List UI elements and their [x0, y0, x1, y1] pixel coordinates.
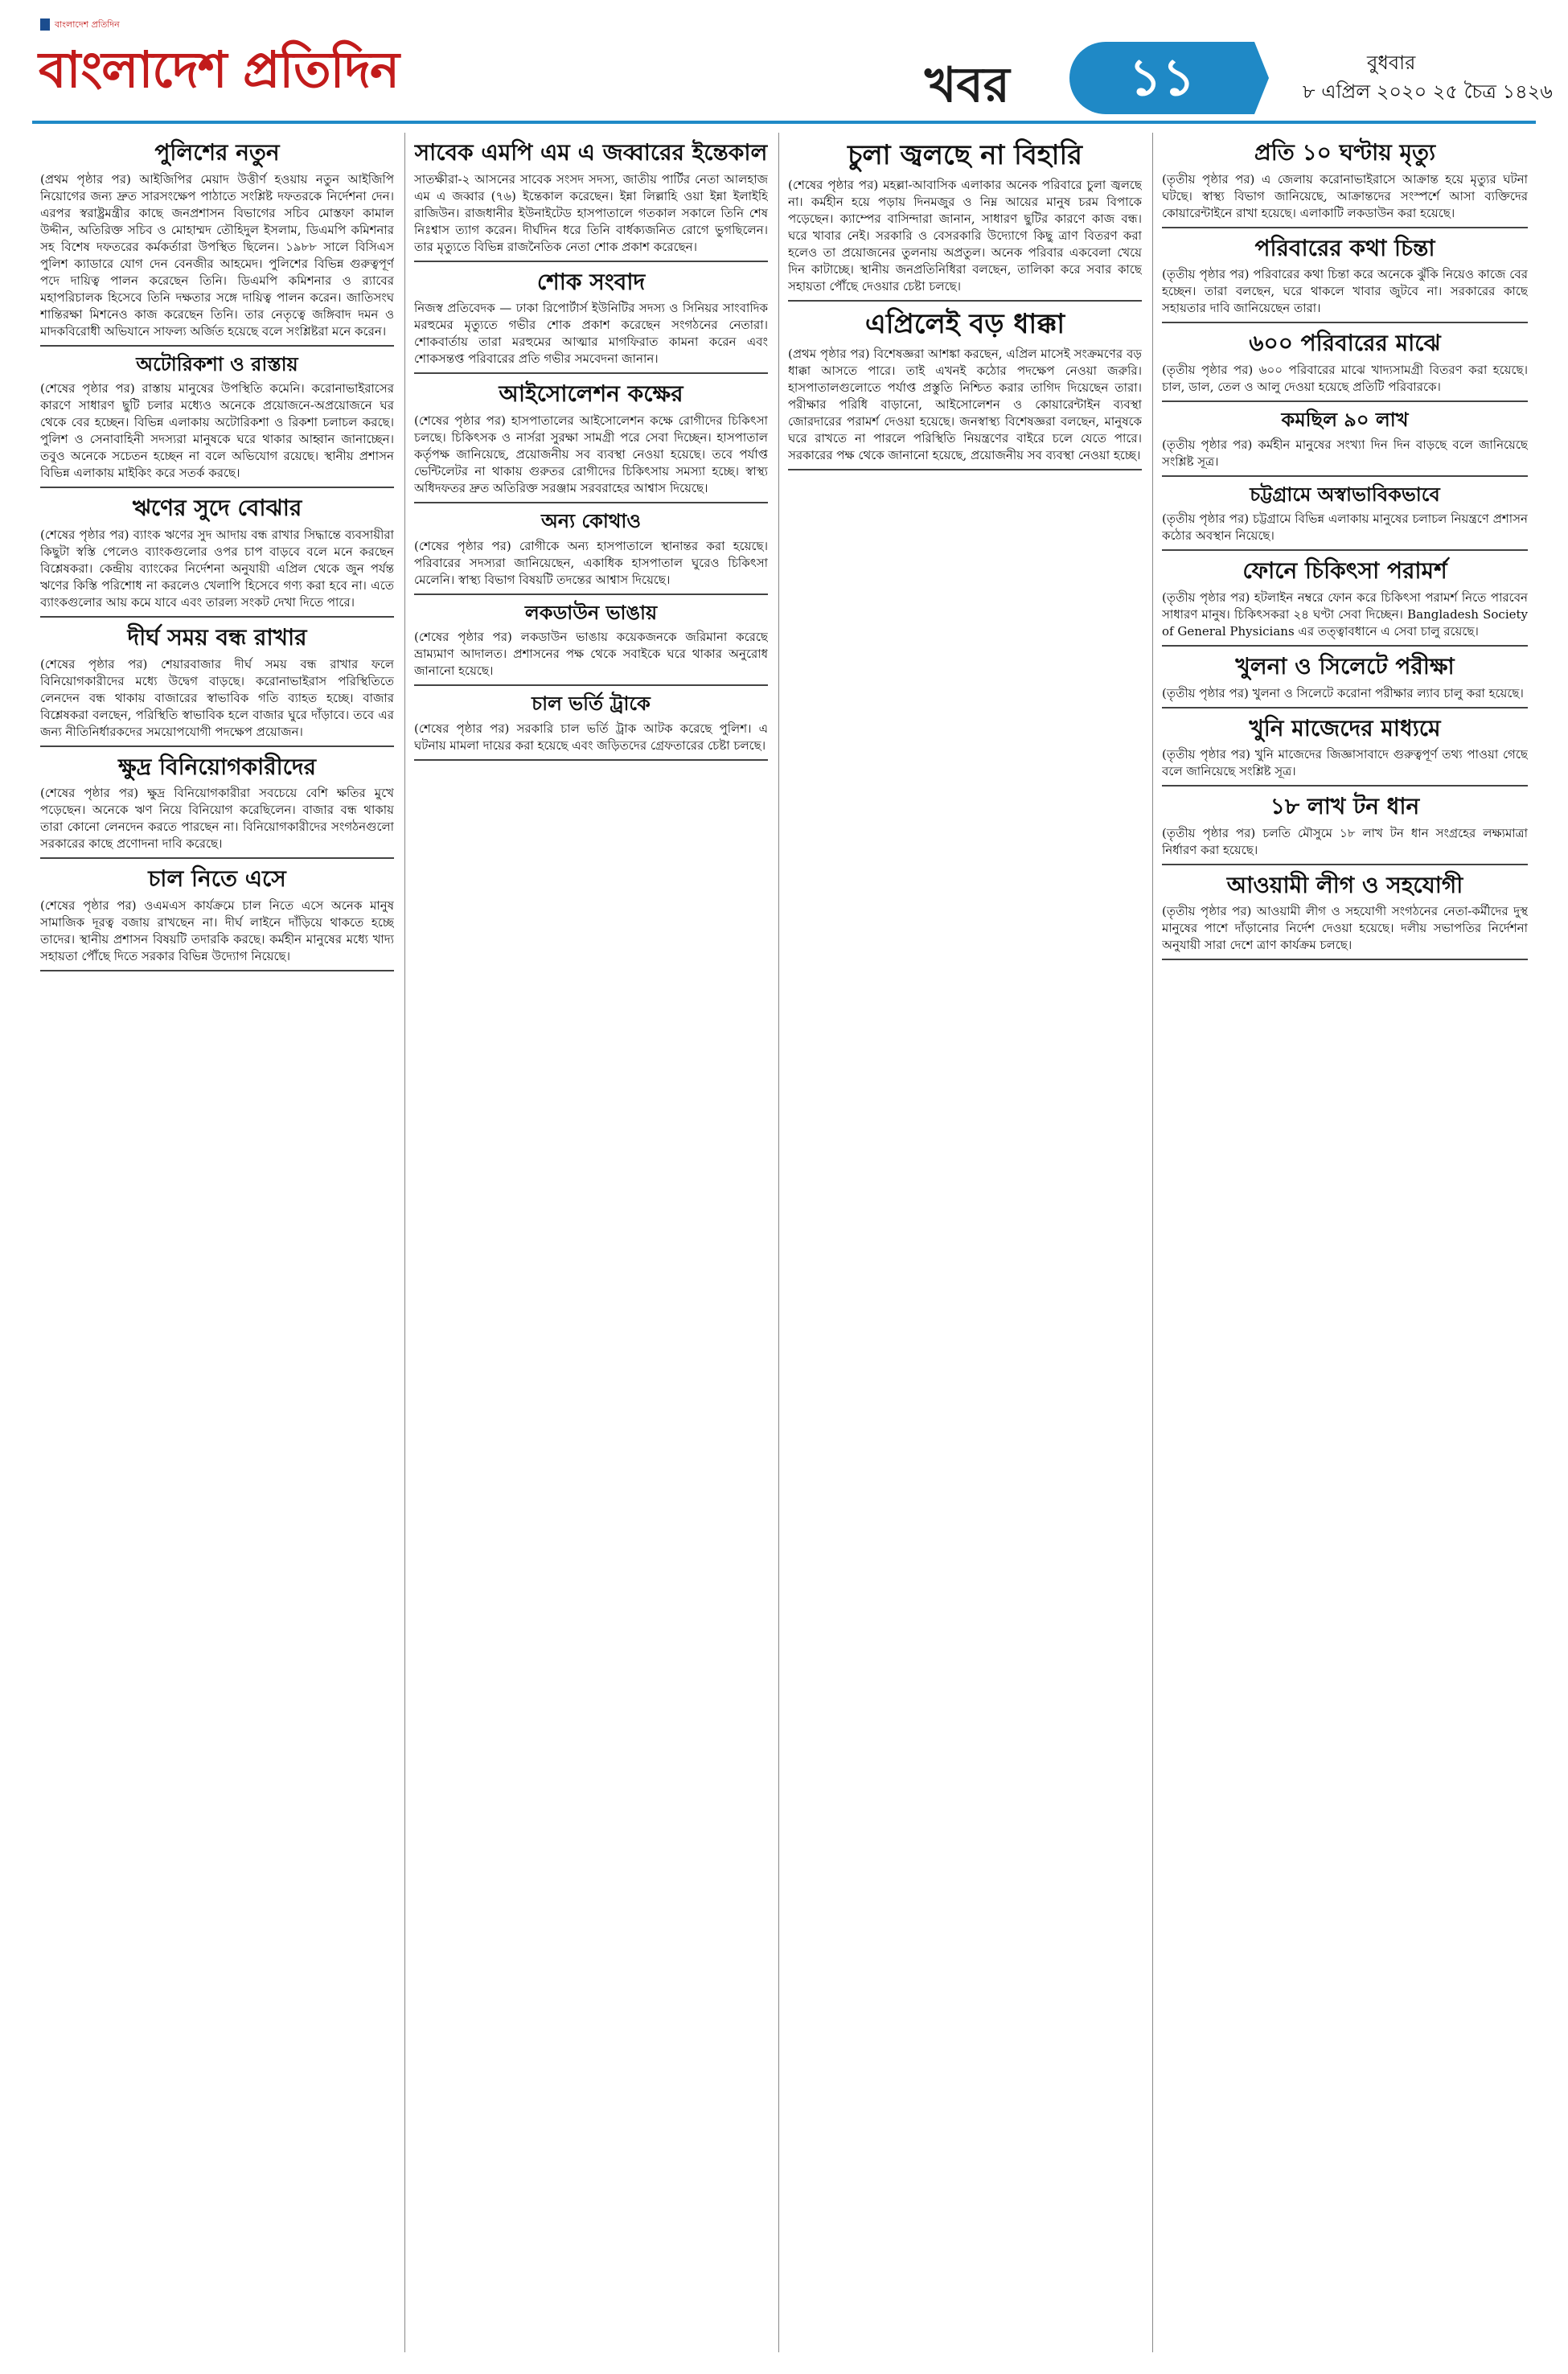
news-story: [414, 269, 768, 375]
news-story: [414, 510, 768, 595]
story-divider: [1162, 707, 1528, 709]
story-headline: ফোনে চিকিৎসা পরামর্শ: [1242, 557, 1447, 585]
news-story: [1162, 235, 1528, 324]
story-body: (তৃতীয় পৃষ্ঠার পর) চট্টগ্রামে বিভিন্ন এলাকায় মানুষের চলাচল নিয়ন্ত্রণে প্রশাসন কঠোর অবস্থান নিয়েছে।: [1162, 511, 1528, 544]
story-body: (তৃতীয় পৃষ্ঠার পর) খুনি মাজেদের জিজ্ঞাসাবাদে গুরুত্বপূর্ণ তথ্য পাওয়া গেছে বলে জানিয়েছে সংশ্লিষ্ট সূত্র।: [1162, 747, 1528, 779]
story-headline: লকডাউন ভাঙায়: [524, 601, 658, 624]
story-headline: চাল ভর্তি ট্রাকে: [532, 692, 651, 716]
story-divider: [788, 469, 1142, 470]
news-story: [414, 380, 768, 503]
story-headline: আইসোলেশন কক্ষের: [499, 380, 683, 408]
story-body: (প্রথম পৃষ্ঠার পর) বিশেষজ্ঞরা আশঙ্কা করছেন, এপ্রিল মাসেই সংক্রমণের বড় ধাক্কা আসতে পারে। তাই এখনই কঠোর পদক্ষেপ নেওয়া জরুরি। হাসপাতালগুলোতে পর্যাপ্ত প্রস্তুতি নিশ্চিত করার তাগিদ দিয়েছেন তারা। পরীক্ষার পরিধি বাড়ানো, আইসোলেশন ও কোয়ারেন্টাইন ব্যবস্থা জোরদারের পরামর্শ দেওয়া হয়েছে। জনস্বাস্থ্য বিশেষজ্ঞরা বলছেন, মানুষকে ঘরে রাখতে না পারলে পরিস্থিতি নিয়ন্ত্রণের বাইরে চলে যেতে পারে। সরকারের পক্ষ থেকে জানানো হয়েছে, প্রয়োজনীয় সব ব্যবস্থা নেওয়া হচ্ছে।: [788, 346, 1142, 462]
logo-tagline: [40, 18, 120, 33]
story-divider: [1162, 549, 1528, 551]
story-divider: [40, 857, 394, 859]
story-body: (তৃতীয় পৃষ্ঠার পর) কর্মহীন মানুষের সংখ্যা দিন দিন বাড়ছে বলে জানিয়েছে সংশ্লিষ্ট সূত্র।: [1162, 437, 1528, 469]
story-headline: এপ্রিলেই বড় ধাক্কা: [864, 307, 1065, 340]
story-headline: শোক সংবাদ: [536, 268, 646, 295]
news-story: [40, 353, 394, 489]
story-divider: [40, 745, 394, 747]
news-story: [1162, 793, 1528, 865]
story-headline: প্রতি ১০ ঘণ্টায় মৃত্যু: [1254, 139, 1436, 166]
story-headline: খুলনা ও সিলেটে পরীক্ষা: [1235, 652, 1455, 680]
news-story: [40, 139, 394, 347]
story-body: (তৃতীয় পৃষ্ঠার পর) পরিবারের কথা চিন্তা করে অনেকে ঝুঁকি নিয়েও কাজে বের হচ্ছেন। তারা বলছেন, ঘরে থাকলে খাবার জুটবে না। সরকারের কাছে সহায়তার দাবি জানিয়েছেন তারা।: [1162, 267, 1528, 316]
story-body: সাতক্ষীরা-২ আসনের সাবেক সংসদ সদস্য, জাতীয় পার্টির নেতা আলহাজ এম এ জব্বার (৭৬) ইন্তেকাল করেছেন। ইন্না লিল্লাহি ওয়া ইন্না ইলাইহি রাজিউন। রাজধানীর ইউনাইটেড হাসপাতালে গতকাল সকালে তিনি শেষ নিঃশ্বাস ত্যাগ করেন। দীর্ঘদিন ধরে তিনি বার্ধক্যজনিত রোগে ভুগছিলেন। তার মৃত্যুতে বিভিন্ন রাজনৈতিক নেতা শোক প্রকাশ করেছেন।: [414, 171, 768, 254]
story-divider: [40, 970, 394, 971]
story-headline: চাল নিতে এসে: [148, 865, 286, 893]
story-divider: [1162, 645, 1528, 647]
story-divider: [414, 684, 768, 686]
story-divider: [1162, 322, 1528, 323]
news-story: [788, 139, 1142, 302]
story-headline: সাবেক এমপি এম এ জব্বারের ইন্তেকাল: [414, 139, 768, 166]
story-body: (তৃতীয় পৃষ্ঠার পর) ৬০০ পরিবারের মাঝে খাদ্যসামগ্রী বিতরণ করা হয়েছে। চাল, ডাল, তেল ও আলু দেওয়া হয়েছে প্রতিটি পরিবারকে।: [1162, 362, 1528, 394]
news-story: [40, 865, 394, 971]
news-story: [1162, 330, 1528, 402]
story-body: (তৃতীয় পৃষ্ঠার পর) চলতি মৌসুমে ১৮ লাখ টন ধান সংগ্রহের লক্ষ্যমাত্রা নির্ধারণ করা হয়েছে।: [1162, 825, 1528, 857]
story-divider: [414, 502, 768, 503]
story-body: (শেষের পৃষ্ঠার পর) ক্ষুদ্র বিনিয়োগকারীরা সবচেয়ে বেশি ক্ষতির মুখে পড়েছেন। অনেকে ঋণ নিয়ে বিনিয়োগ করেছিলেন। বাজার বন্ধ থাকায় তারা কোনো লেনদেন করতে পারছেন না। বিনিয়োগকারীদের সংগঠনগুলো সরকারের কাছে প্রণোদনা দাবি করেছে।: [40, 786, 394, 852]
story-headline: কমছিল ৯০ লাখ: [1281, 408, 1409, 431]
news-story: [40, 495, 394, 618]
story-divider: [1162, 475, 1528, 477]
story-divider: [414, 372, 768, 374]
newspaper-logo: বাংলাদেশ প্রতিদিন: [39, 40, 399, 99]
page-number-badge: ১১: [1069, 42, 1254, 114]
story-divider: [1162, 227, 1528, 228]
story-divider: [40, 487, 394, 488]
story-headline: পুলিশের নতুন: [154, 139, 280, 166]
news-story: [788, 308, 1142, 470]
story-headline: ঋণের সুদে বোঝার: [132, 495, 302, 522]
story-headline: খুনি মাজেদের মাধ্যমে: [1249, 714, 1441, 741]
story-body: (প্রথম পৃষ্ঠার পর) আইজিপির মেয়াদ উত্তীর্ণ হওয়ায় নতুন আইজিপি নিয়োগের জন্য দ্রুত সারসংক্ষেপ পাঠাতে সংশ্লিষ্ট দফতরকে নির্দেশনা দেন। এরপর স্বরাষ্ট্রমন্ত্রীর কাছে জনপ্রশাসন বিভাগের সচিব মোস্তফা কামাল উদ্দীন, অতিরিক্ত সচিব ও মোহাম্মদ তৌহিদুল ইসলাম, ডিএমপি কমিশনার সহ বিশেষ দফতরের কর্মকর্তারা উপস্থিত ছিলেন। ১৯৮৮ সালে বিসিএস পুলিশ ক্যাডারে যোগ দেন বেনজীর আহমেদ। পুলিশের বিভিন্ন গুরুত্বপূর্ণ পদে দায়িত্ব পালন করেছেন তিনি। ডিএমপি কমিশনার ও র‌্যাবের মহাপরিচালক হিসেবে তিনি দক্ষতার সঙ্গে দায়িত্ব পালন করেন। জাতিসংঘ শান্তিরক্ষা মিশনেও কাজ করেছেন তিনি। তার নেতৃত্বে জঙ্গিবাদ দমন ও মাদকবিরোধী অভিযানে সাফল্য অর্জিত হয়েছে বলে সংশ্লিষ্টরা মনে করেন।: [40, 171, 394, 339]
story-headline: পরিবারের কথা চিন্তা: [1254, 234, 1435, 261]
news-story: [414, 692, 768, 761]
news-story: [1162, 139, 1528, 228]
news-story: [40, 624, 394, 747]
story-body: নিজস্ব প্রতিবেদক — ঢাকা রিপোর্টার্স ইউনিটির সদস্য ও সিনিয়র সাংবাদিক মরহুমের মৃত্যুতে গভীর শোক প্রকাশ করেছেন সংগঠনের নেতারা। শোকবার্তায় তারা মরহুমের আত্মার মাগফিরাত কামনা করেন এবং শোকসন্তপ্ত পরিবারের প্রতি গভীর সমবেদনা জানান।: [414, 301, 768, 367]
column-4: [1162, 133, 1528, 2352]
story-divider: [1162, 785, 1528, 787]
story-body: (তৃতীয় পৃষ্ঠার পর) আওয়ামী লীগ ও সহযোগী সংগঠনের নেতা-কর্মীদের দুস্থ মানুষের পাশে দাঁড়ানোর নির্দেশ দেওয়া হয়েছে। দলীয় সভাপতির নির্দেশনা অনুযায়ী সারা দেশে ত্রাণ কার্যক্রম চলছে।: [1162, 904, 1528, 953]
story-headline: দীর্ঘ সময় বন্ধ রাখার: [127, 623, 307, 651]
story-headline: ক্ষুদ্র বিনিয়োগকারীদের: [117, 753, 317, 780]
masthead: [0, 0, 1568, 121]
date-line: ৮ এপ্রিল ২০২০ ২৫ চৈত্র ১৪২৬: [1303, 80, 1553, 103]
story-headline: আওয়ামী লীগ ও সহযোগী: [1226, 871, 1463, 898]
story-body: (তৃতীয় পৃষ্ঠার পর) খুলনা ও সিলেটে করোনা পরীক্ষার ল্যাব চালু করা হয়েছে।: [1162, 685, 1524, 700]
column-divider: [404, 133, 405, 2352]
column-divider: [778, 133, 779, 2352]
column-3: [788, 133, 1142, 2352]
news-story: [1162, 653, 1528, 709]
story-divider: [1162, 959, 1528, 960]
news-story: [1162, 872, 1528, 961]
story-divider: [1162, 864, 1528, 865]
story-divider: [788, 300, 1142, 302]
story-headline: চট্টগ্রামে অস্বাভাবিকভাবে: [1250, 483, 1440, 506]
story-divider: [40, 616, 394, 618]
story-headline: চুলা জ্বলছে না বিহারি: [848, 139, 1082, 171]
news-story: [1162, 715, 1528, 787]
news-story: [1162, 409, 1528, 477]
day-name: বুধবার: [1367, 51, 1416, 74]
column-1: [40, 133, 394, 2352]
news-story: [414, 602, 768, 687]
news-story: [1162, 483, 1528, 552]
news-story: [414, 139, 768, 262]
story-divider: [40, 345, 394, 347]
story-divider: [414, 594, 768, 595]
tagline-text: বাংলাদেশ প্রতিদিন: [55, 19, 120, 30]
section-title: খবর: [925, 57, 1010, 113]
story-body: (শেষের পৃষ্ঠার পর) রাস্তায় মানুষের উপস্থিতি কমেনি। করোনাভাইরাসের কারণে সাধারণ ছুটি চলার মধ্যেও অনেকে প্রয়োজনে-অপ্রয়োজনে ঘর থেকে বের হচ্ছেন। বিভিন্ন এলাকায় অটোরিকশা ও রিকশা চলাচল করছে। পুলিশ ও সেনাবাহিনী সদস্যরা মানুষকে ঘরে থাকার আহ্বান জানাচ্ছেন। তবুও অনেকে সচেতন হচ্ছেন না বলে অভিযোগ রয়েছে। স্থানীয় প্রশাসন বিভিন্ন এলাকায় মাইকিং করে সতর্ক করছে।: [40, 381, 394, 481]
story-divider: [1162, 400, 1528, 402]
story-body: (শেষের পৃষ্ঠার পর) ওএমএস কার্যক্রমে চাল নিতে এসে অনেক মানুষ সামাজিক দূরত্ব বজায় রাখছেন না। দীর্ঘ লাইনে দাঁড়িয়ে থাকতে হচ্ছে তাদের। স্থানীয় প্রশাসন বিষয়টি তদারকি করছে। কর্মহীন মানুষের মধ্যে খাদ্য সহায়তা পৌঁছে দিতে সরকার বিভিন্ন উদ্যোগ নিয়েছে।: [40, 897, 394, 963]
story-body: (শেষের পৃষ্ঠার পর) মহল্লা-আবাসিক এলাকার অনেক পরিবারে চুলা জ্বলছে না। কর্মহীন হয়ে পড়ায় দিনমজুর ও নিম্ন আয়ের মানুষ চরম বিপাকে পড়েছেন। ক্যাম্পের বাসিন্দারা জানান, সাধারণ ছুটির কারণে কাজ বন্ধ। ঘরে খাবার নেই। সরকারি ও বেসরকারি উদ্যোগে কিছু ত্রাণ বিতরণ করা হলেও তা প্রয়োজনের তুলনায় অপ্রতুল। অনেক পরিবার একবেলা খেয়ে দিন কাটাচ্ছে। স্থানীয় জনপ্রতিনিধিরা বলছেন, তালিকা করে সবার কাছে সহায়তা পৌঁছে দেওয়ার চেষ্টা চলছে।: [788, 177, 1142, 294]
story-headline: ১৮ লাখ টন ধান: [1270, 793, 1420, 820]
story-body: (শেষের পৃষ্ঠার পর) ব্যাংক ঋণের সুদ আদায় বন্ধ রাখার সিদ্ধান্তে ব্যবসায়ীরা কিছুটা স্বস্তি পেলেও ব্যাংকগুলোর ওপর চাপ বাড়বে বলে মনে করছেন বিশ্লেষকরা। কেন্দ্রীয় ব্যাংকের নির্দেশনা অনুযায়ী এপ্রিল থেকে জুন পর্যন্ত ঋণের কিস্তি পরিশোধ না করলেও খেলাপি হিসেবে গণ্য করা হবে না। এতে ব্যাংকগুলোর আয় কমে যাবে এবং তারল্য সংকট দেখা দিতে পারে।: [40, 527, 394, 610]
story-body: (তৃতীয় পৃষ্ঠার পর) হটলাইন নম্বরে ফোন করে চিকিৎসা পরামর্শ নিতে পারবেন সাধারণ মানুষ। চিকিৎসকরা ২৪ ঘণ্টা সেবা দিচ্ছেন। Bangladesh Society of General Physicians এর তত্ত্বাবধানে এ সেবা চালু রয়েছে।: [1162, 589, 1528, 639]
story-body: (শেষের পৃষ্ঠার পর) হাসপাতালের আইসোলেশন কক্ষে রোগীদের চিকিৎসা চলছে। চিকিৎসক ও নার্সরা সুরক্ষা সামগ্রী পরে সেবা দিচ্ছেন। হাসপাতাল কর্তৃপক্ষ জানিয়েছে, প্রয়োজনীয় সব ব্যবস্থা নেওয়া হয়েছে। তবে পর্যাপ্ত ভেন্টিলেটর না থাকায় গুরুতর রোগীদের চিকিৎসায় সমস্যা হচ্ছে। স্বাস্থ্য অধিদফতর দ্রুত অতিরিক্ত সরঞ্জাম সরবরাহের আশ্বাস দিয়েছে।: [414, 413, 768, 495]
story-headline: অন্য কোথাও: [540, 509, 642, 532]
tagline-box: [40, 18, 50, 31]
story-headline: ৬০০ পরিবারের মাঝে: [1249, 330, 1441, 357]
news-story: [1162, 557, 1528, 647]
story-body: (তৃতীয় পৃষ্ঠার পর) এ জেলায় করোনাভাইরাসে আক্রান্ত হয়ে মৃত্যুর ঘটনা ঘটছে। স্বাস্থ্য বিভাগ জানিয়েছে, আক্রান্তদের সংস্পর্শে আসা ব্যক্তিদের কোয়ারেন্টাইনে রাখা হয়েছে। এলাকাটি লকডাউন করা হয়েছে।: [1162, 171, 1528, 220]
news-story: [40, 754, 394, 860]
story-body: (শেষের পৃষ্ঠার পর) রোগীকে অন্য হাসপাতালে স্থানান্তর করা হয়েছে। পরিবারের সদস্যরা জানিয়েছেন, একাধিক হাসপাতাল ঘুরেও চিকিৎসা মেলেনি। স্বাস্থ্য বিভাগ বিষয়টি তদন্তের আশ্বাস দিয়েছে।: [414, 538, 768, 587]
story-divider: [414, 261, 768, 262]
story-body: (শেষের পৃষ্ঠার পর) লকডাউন ভাঙায় কয়েকজনকে জরিমানা করেছে ভ্রাম্যমাণ আদালত। প্রশাসনের পক্ষ থেকে সবাইকে ঘরে থাকার অনুরোধ জানানো হয়েছে।: [414, 630, 768, 679]
story-divider: [414, 759, 768, 761]
story-body: (শেষের পৃষ্ঠার পর) শেয়ারবাজার দীর্ঘ সময় বন্ধ রাখার ফলে বিনিয়োগকারীদের মধ্যে উদ্বেগ বাড়ছে। করোনাভাইরাস পরিস্থিতিতে লেনদেন বন্ধ থাকায় বাজারের স্বাভাবিক গতি ব্যাহত হচ্ছে। বাজার বিশ্লেষকরা বলছেন, পরিস্থিতি স্বাভাবিক হলে বাজার ঘুরে দাঁড়াবে। তবে এর জন্য নীতিনির্ধারকদের সময়োপযোগী পদক্ষেপ প্রয়োজন।: [40, 656, 394, 739]
story-body: (শেষের পৃষ্ঠার পর) সরকারি চাল ভর্তি ট্রাক আটক করেছে পুলিশ। এ ঘটনায় মামলা দায়ের করা হয়েছে এবং জড়িতদের গ্রেফতারের চেষ্টা চলছে।: [414, 721, 768, 754]
column-2: [414, 133, 768, 2352]
masthead-rule: [32, 121, 1536, 124]
story-headline: অটোরিকশা ও রাস্তায়: [136, 352, 298, 376]
column-divider: [1152, 133, 1153, 2352]
